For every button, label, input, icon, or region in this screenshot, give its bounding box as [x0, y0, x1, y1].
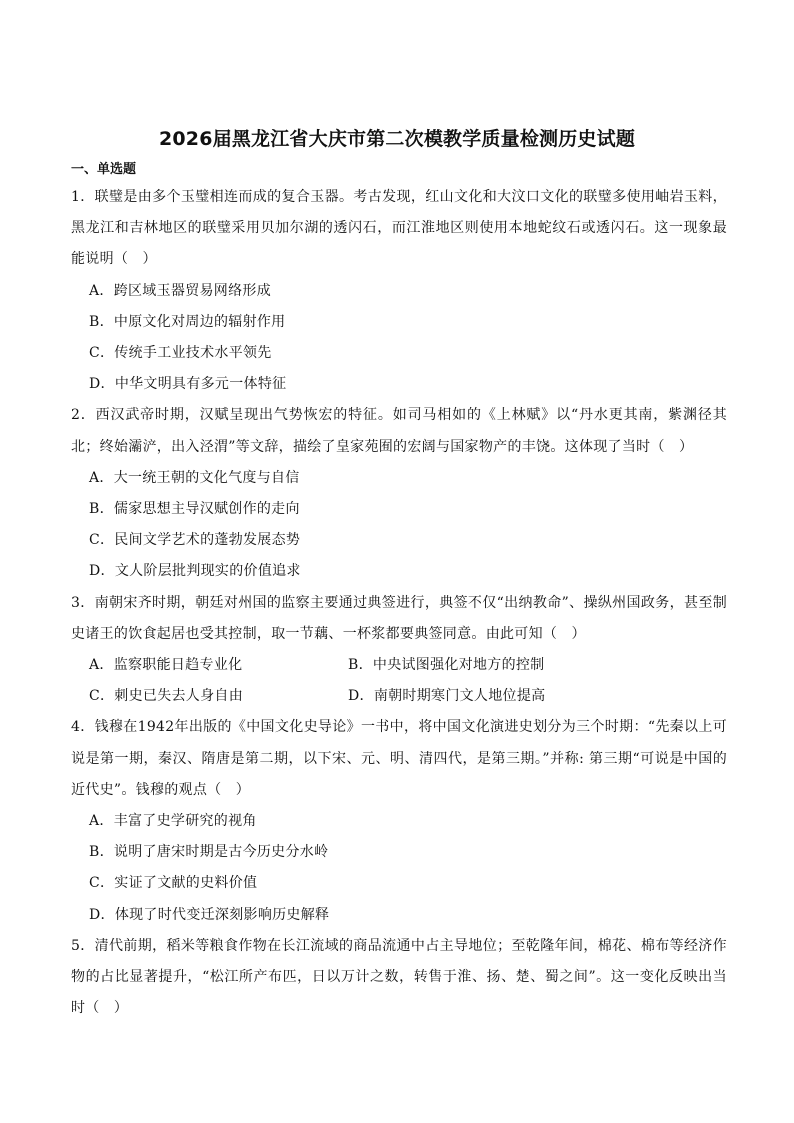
question-5	[71, 931, 727, 1025]
page-title: 2026届黑龙江省大庆市第二次模教学质量检测历史试题	[158, 128, 636, 150]
document-body	[71, 160, 727, 1024]
option-c: C．实证了文献的史料价值	[89, 875, 258, 892]
question-1	[71, 182, 727, 400]
option-d: D．文人阶层批判现实的价值追求	[89, 563, 301, 580]
option-row	[71, 650, 727, 681]
option-b: B．中原文化对周边的辐射作用	[89, 313, 286, 330]
option-c: C．传统手工业技术水平领先	[89, 345, 272, 362]
option-b: B．儒家思想主导汉赋创作的走向	[89, 501, 300, 518]
question-stem: 3．南朝宋齐时期，朝廷对州国的监察主要通过典签进行，典签不仅“出纳教命”、操纵州国政务，甚至制史诸王的饮食起居也受其控制，取一节藕、一杯浆都要典签同意。由此可知（ ）	[71, 594, 727, 642]
question-stem: 5．清代前期，稻米等粮食作物在长江流域的商品流通中占主导地位；至乾隆年间，棉花、棉布等经济作物的占比显著提升，“松江所产布匹，日以万计之数，转售于淮、扬、楚、蜀之间”。这一变化反映出当时（ ）	[71, 937, 727, 1017]
option-a: A．跨区域玉器贸易网络形成	[89, 282, 272, 299]
option-d: D．南朝时期寒门文人地位提高	[348, 688, 546, 705]
question-2	[71, 400, 727, 587]
option-b: B．中央试图强化对地方的控制	[348, 657, 545, 674]
section-heading: 一、单选题	[71, 162, 137, 177]
option-d: D．体现了时代变迁深刻影响历史解释	[89, 906, 330, 923]
option-a: A．丰富了史学研究的视角	[89, 813, 257, 830]
question-stem: 4．钱穆在1942年出版的《中国文化史导论》一书中，将中国文化演进史划分为三个时期：“先秦以上可说是第一期，秦汉、隋唐是第二期，以下宋、元、明、清四代，是第三期。”并称: 第三期“可说是中国的近代史”。钱穆的观点（ ）	[71, 719, 727, 798]
question-stem: 1．联璧是由多个玉璧相连而成的复合玉器。考古发现，红山文化和大汶口文化的联璧多使用岫岩玉料，黑龙江和吉林地区的联璧采用贝加尔湖的透闪石，而江淮地区则使用本地蛇纹石或透闪石。这一现象最能说明（ ）	[71, 189, 727, 268]
option-d: D．中华文明具有多元一体特征	[89, 376, 287, 393]
option-a: A．大一统王朝的文化气度与自信	[89, 469, 300, 486]
option-b: B．说明了唐宋时期是古今历史分水岭	[89, 844, 329, 861]
option-row	[71, 681, 727, 712]
question-4	[71, 712, 727, 930]
option-a: A．监察职能日趋专业化	[89, 657, 243, 674]
question-3	[71, 588, 727, 713]
option-c: C．刺史已失去人身自由	[89, 688, 244, 705]
question-stem: 2．西汉武帝时期，汉赋呈现出气势恢宏的特征。如司马相如的《上林赋》以“丹水更其南，紫渊径其北；终始灞浐，出入泾渭”等文辞，描绘了皇家苑囿的宏阔与国家物产的丰饶。这体现了当时（ ）	[71, 407, 727, 455]
option-c: C．民间文学艺术的蓬勃发展态势	[89, 532, 301, 549]
